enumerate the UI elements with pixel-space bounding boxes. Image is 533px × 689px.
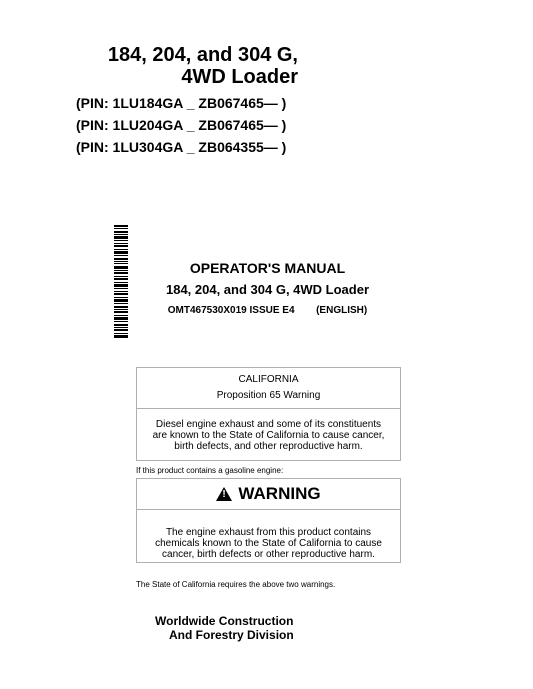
prop65-subheading: Proposition 65 Warning bbox=[216, 390, 321, 401]
manual-subtitle: 184, 204, and 304 G, 4WD Loader bbox=[165, 282, 370, 297]
california-body-line: Diesel engine exhaust and some of its constituents bbox=[155, 419, 382, 430]
gasoline-note: If this product contains a gasoline engine: bbox=[136, 466, 284, 475]
california-heading: CALIFORNIA bbox=[238, 374, 299, 385]
manual-code-line bbox=[140, 305, 395, 316]
warning-body-line: cancer, birth defects or other reproductive harm. bbox=[162, 549, 375, 560]
document-title bbox=[108, 44, 298, 88]
division-line-1: Worldwide Construction bbox=[155, 614, 294, 628]
pin-line-1: (PIN: 1LU184GA _ ZB067465— ) bbox=[76, 95, 287, 111]
title-line-1: 184, 204, and 304 G, bbox=[107, 44, 298, 66]
warning-triangle-icon: ! bbox=[216, 487, 232, 501]
warning-heading: WARNING bbox=[238, 484, 321, 503]
pin-line-3: (PIN: 1LU304GA _ ZB064355— ) bbox=[76, 139, 287, 155]
warning-body bbox=[137, 527, 400, 560]
warning-box bbox=[136, 478, 401, 563]
california-prop65-box bbox=[136, 367, 401, 461]
california-body-line: are known to the State of California to cause cancer, bbox=[152, 430, 385, 441]
pin-line-2: (PIN: 1LU204GA _ ZB067465— ) bbox=[76, 117, 287, 133]
california-body-line: birth defects, and other reproductive harm. bbox=[174, 441, 363, 452]
california-divider bbox=[137, 408, 400, 409]
division-name bbox=[155, 614, 294, 642]
state-requirement-note: The State of California requires the above two warnings. bbox=[136, 580, 336, 589]
manual-heading: OPERATOR'S MANUAL bbox=[189, 260, 346, 276]
california-body bbox=[137, 419, 400, 452]
barcode-image bbox=[114, 225, 128, 338]
title-line-2: 4WD Loader bbox=[181, 66, 298, 88]
manual-code: OMT467530X019 ISSUE E4 bbox=[167, 305, 295, 316]
warning-header bbox=[137, 479, 400, 510]
manual-language: (ENGLISH) bbox=[316, 305, 368, 316]
division-line-2: And Forestry Division bbox=[169, 628, 294, 642]
warning-body-line: chemicals known to the State of California to cause bbox=[155, 538, 382, 549]
warning-body-line: The engine exhaust from this product contains bbox=[165, 527, 372, 538]
